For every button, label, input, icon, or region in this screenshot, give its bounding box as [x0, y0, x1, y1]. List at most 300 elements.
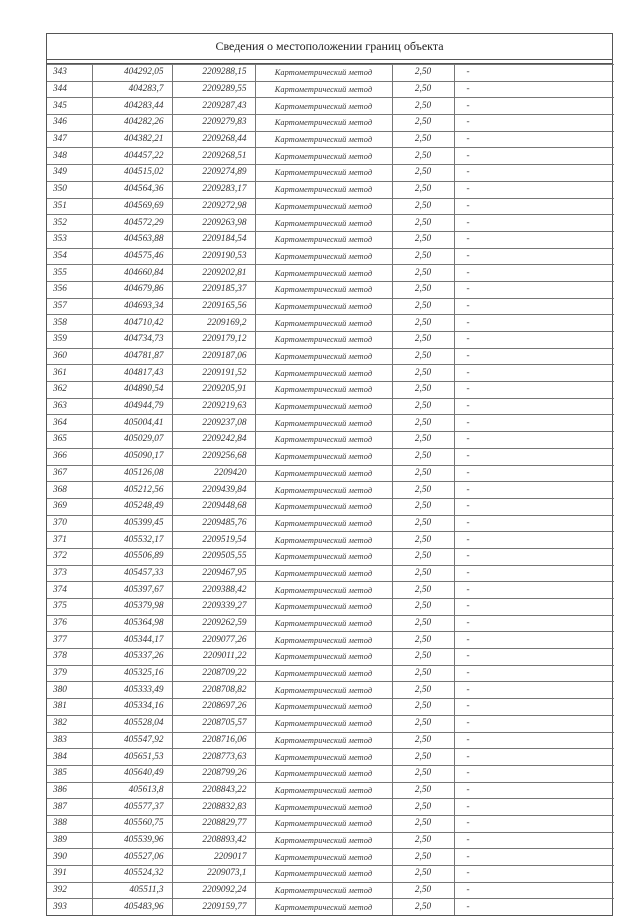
description-cell: -: [454, 432, 614, 449]
accuracy-cell: 2,50: [392, 599, 454, 616]
accuracy-cell: 2,50: [392, 398, 454, 415]
accuracy-cell: 2,50: [392, 348, 454, 365]
x-coordinate-cell: 404710,42: [92, 315, 172, 332]
description-cell: -: [454, 799, 614, 816]
x-coordinate-cell: 405524,32: [92, 866, 172, 883]
x-coordinate-cell: 405397,67: [92, 582, 172, 599]
x-coordinate-cell: 405560,75: [92, 815, 172, 832]
x-coordinate-cell: 405090,17: [92, 448, 172, 465]
description-cell: -: [454, 615, 614, 632]
y-coordinate-cell: 2208708,82: [172, 682, 255, 699]
method-cell: Картометрический метод: [255, 365, 392, 382]
description-cell: -: [454, 532, 614, 549]
point-number-cell: 389: [47, 832, 92, 849]
accuracy-cell: 2,50: [392, 231, 454, 248]
accuracy-cell: 2,50: [392, 498, 454, 515]
y-coordinate-cell: 2209420: [172, 465, 255, 482]
y-coordinate-cell: 2209287,43: [172, 98, 255, 115]
x-coordinate-cell: 404569,69: [92, 198, 172, 215]
boundary-points-table: [47, 64, 614, 915]
x-coordinate-cell: 405527,06: [92, 849, 172, 866]
accuracy-cell: 2,50: [392, 749, 454, 766]
method-cell: Картометрический метод: [255, 148, 392, 165]
x-coordinate-cell: 405577,37: [92, 799, 172, 816]
accuracy-cell: 2,50: [392, 899, 454, 915]
accuracy-cell: 2,50: [392, 265, 454, 282]
table-row: [47, 165, 614, 182]
method-cell: Картометрический метод: [255, 882, 392, 899]
accuracy-cell: 2,50: [392, 515, 454, 532]
table-row: [47, 799, 614, 816]
method-cell: Картометрический метод: [255, 565, 392, 582]
description-cell: -: [454, 699, 614, 716]
x-coordinate-cell: 404457,22: [92, 148, 172, 165]
x-coordinate-cell: 404575,46: [92, 248, 172, 265]
accuracy-cell: 2,50: [392, 248, 454, 265]
description-cell: -: [454, 365, 614, 382]
method-cell: Картометрический метод: [255, 398, 392, 415]
description-cell: -: [454, 732, 614, 749]
description-cell: -: [454, 582, 614, 599]
table-row: [47, 548, 614, 565]
y-coordinate-cell: 2208709,22: [172, 665, 255, 682]
y-coordinate-cell: 2209263,98: [172, 215, 255, 232]
description-cell: -: [454, 599, 614, 616]
x-coordinate-cell: 404283,44: [92, 98, 172, 115]
table-row: [47, 665, 614, 682]
y-coordinate-cell: 2209388,42: [172, 582, 255, 599]
description-cell: -: [454, 215, 614, 232]
method-cell: Картометрический метод: [255, 415, 392, 432]
accuracy-cell: 2,50: [392, 432, 454, 449]
point-number-cell: 364: [47, 415, 92, 432]
y-coordinate-cell: 2209187,06: [172, 348, 255, 365]
x-coordinate-cell: 405506,89: [92, 548, 172, 565]
x-coordinate-cell: 405640,49: [92, 765, 172, 782]
method-cell: Картометрический метод: [255, 599, 392, 616]
table-row: [47, 682, 614, 699]
table-row: [47, 348, 614, 365]
description-cell: -: [454, 265, 614, 282]
point-number-cell: 348: [47, 148, 92, 165]
table-row: [47, 782, 614, 799]
method-cell: Картометрический метод: [255, 699, 392, 716]
y-coordinate-cell: 2209505,55: [172, 548, 255, 565]
accuracy-cell: 2,50: [392, 198, 454, 215]
method-cell: Картометрический метод: [255, 548, 392, 565]
boundary-info-sheet: [46, 33, 613, 916]
method-cell: Картометрический метод: [255, 115, 392, 132]
y-coordinate-cell: 2209439,84: [172, 482, 255, 499]
method-cell: Картометрический метод: [255, 298, 392, 315]
accuracy-cell: 2,50: [392, 281, 454, 298]
x-coordinate-cell: 405539,96: [92, 832, 172, 849]
method-cell: Картометрический метод: [255, 382, 392, 399]
method-cell: Картометрический метод: [255, 532, 392, 549]
x-coordinate-cell: 405334,16: [92, 699, 172, 716]
accuracy-cell: 2,50: [392, 482, 454, 499]
table-row: [47, 448, 614, 465]
table-row: [47, 899, 614, 915]
description-cell: -: [454, 298, 614, 315]
method-cell: Картометрический метод: [255, 799, 392, 816]
y-coordinate-cell: 2209159,77: [172, 899, 255, 915]
method-cell: Картометрический метод: [255, 448, 392, 465]
point-number-cell: 373: [47, 565, 92, 582]
x-coordinate-cell: 404292,05: [92, 65, 172, 82]
point-number-cell: 382: [47, 715, 92, 732]
accuracy-cell: 2,50: [392, 115, 454, 132]
description-cell: -: [454, 832, 614, 849]
table-row: [47, 649, 614, 666]
table-row: [47, 732, 614, 749]
point-number-cell: 363: [47, 398, 92, 415]
point-number-cell: 353: [47, 231, 92, 248]
description-cell: -: [454, 181, 614, 198]
x-coordinate-cell: 405532,17: [92, 532, 172, 549]
y-coordinate-cell: 2209185,37: [172, 281, 255, 298]
table-row: [47, 582, 614, 599]
method-cell: Картометрический метод: [255, 749, 392, 766]
point-number-cell: 345: [47, 98, 92, 115]
y-coordinate-cell: 2208893,42: [172, 832, 255, 849]
y-coordinate-cell: 2209288,15: [172, 65, 255, 82]
method-cell: Картометрический метод: [255, 782, 392, 799]
description-cell: -: [454, 632, 614, 649]
table-row: [47, 832, 614, 849]
description-cell: -: [454, 248, 614, 265]
method-cell: Картометрический метод: [255, 649, 392, 666]
accuracy-cell: 2,50: [392, 148, 454, 165]
description-cell: -: [454, 165, 614, 182]
accuracy-cell: 2,50: [392, 632, 454, 649]
method-cell: Картометрический метод: [255, 81, 392, 98]
x-coordinate-cell: 404693,34: [92, 298, 172, 315]
table-row: [47, 98, 614, 115]
y-coordinate-cell: 2209283,17: [172, 181, 255, 198]
point-number-cell: 358: [47, 315, 92, 332]
table-row: [47, 415, 614, 432]
y-coordinate-cell: 2208829,77: [172, 815, 255, 832]
y-coordinate-cell: 2209017: [172, 849, 255, 866]
y-coordinate-cell: 2209274,89: [172, 165, 255, 182]
table-row: [47, 482, 614, 499]
table-row: [47, 265, 614, 282]
y-coordinate-cell: 2209339,27: [172, 599, 255, 616]
sheet-title: Сведения о местоположении границ объекта: [47, 34, 612, 60]
point-number-cell: 349: [47, 165, 92, 182]
point-number-cell: 393: [47, 899, 92, 915]
description-cell: -: [454, 515, 614, 532]
point-number-cell: 365: [47, 432, 92, 449]
description-cell: -: [454, 815, 614, 832]
description-cell: -: [454, 565, 614, 582]
accuracy-cell: 2,50: [392, 415, 454, 432]
accuracy-cell: 2,50: [392, 665, 454, 682]
description-cell: -: [454, 198, 614, 215]
x-coordinate-cell: 404660,84: [92, 265, 172, 282]
x-coordinate-cell: 404564,36: [92, 181, 172, 198]
description-cell: -: [454, 332, 614, 349]
table-row: [47, 765, 614, 782]
description-cell: -: [454, 281, 614, 298]
point-number-cell: 388: [47, 815, 92, 832]
y-coordinate-cell: 2209262,59: [172, 615, 255, 632]
method-cell: Картометрический метод: [255, 215, 392, 232]
point-number-cell: 355: [47, 265, 92, 282]
method-cell: Картометрический метод: [255, 715, 392, 732]
x-coordinate-cell: 404679,86: [92, 281, 172, 298]
y-coordinate-cell: 2209256,68: [172, 448, 255, 465]
point-number-cell: 390: [47, 849, 92, 866]
method-cell: Картометрический метод: [255, 899, 392, 915]
point-number-cell: 356: [47, 281, 92, 298]
method-cell: Картометрический метод: [255, 765, 392, 782]
accuracy-cell: 2,50: [392, 215, 454, 232]
accuracy-cell: 2,50: [392, 732, 454, 749]
description-cell: -: [454, 115, 614, 132]
point-number-cell: 374: [47, 582, 92, 599]
accuracy-cell: 2,50: [392, 98, 454, 115]
description-cell: -: [454, 231, 614, 248]
method-cell: Картометрический метод: [255, 665, 392, 682]
method-cell: Картометрический метод: [255, 315, 392, 332]
method-cell: Картометрический метод: [255, 482, 392, 499]
point-number-cell: 346: [47, 115, 92, 132]
point-number-cell: 369: [47, 498, 92, 515]
description-cell: -: [454, 315, 614, 332]
table-row: [47, 281, 614, 298]
description-cell: -: [454, 866, 614, 883]
description-cell: -: [454, 548, 614, 565]
x-coordinate-cell: 404944,79: [92, 398, 172, 415]
point-number-cell: 379: [47, 665, 92, 682]
description-cell: -: [454, 765, 614, 782]
point-number-cell: 384: [47, 749, 92, 766]
y-coordinate-cell: 2209289,55: [172, 81, 255, 98]
method-cell: Картометрический метод: [255, 165, 392, 182]
description-cell: -: [454, 899, 614, 915]
table-row: [47, 382, 614, 399]
accuracy-cell: 2,50: [392, 615, 454, 632]
description-cell: -: [454, 715, 614, 732]
point-number-cell: 371: [47, 532, 92, 549]
accuracy-cell: 2,50: [392, 799, 454, 816]
accuracy-cell: 2,50: [392, 582, 454, 599]
x-coordinate-cell: 405325,16: [92, 665, 172, 682]
accuracy-cell: 2,50: [392, 65, 454, 82]
x-coordinate-cell: 404734,73: [92, 332, 172, 349]
point-number-cell: 367: [47, 465, 92, 482]
table-row: [47, 565, 614, 582]
point-number-cell: 350: [47, 181, 92, 198]
description-cell: -: [454, 148, 614, 165]
x-coordinate-cell: 405483,96: [92, 899, 172, 915]
x-coordinate-cell: 405379,98: [92, 599, 172, 616]
description-cell: -: [454, 81, 614, 98]
description-cell: -: [454, 849, 614, 866]
y-coordinate-cell: 2208799,26: [172, 765, 255, 782]
table-row: [47, 131, 614, 148]
method-cell: Картометрический метод: [255, 732, 392, 749]
point-number-cell: 359: [47, 332, 92, 349]
x-coordinate-cell: 404817,43: [92, 365, 172, 382]
point-number-cell: 372: [47, 548, 92, 565]
x-coordinate-cell: 404890,54: [92, 382, 172, 399]
method-cell: Картометрический метод: [255, 181, 392, 198]
y-coordinate-cell: 2209073,1: [172, 866, 255, 883]
accuracy-cell: 2,50: [392, 365, 454, 382]
description-cell: -: [454, 665, 614, 682]
table-row: [47, 465, 614, 482]
y-coordinate-cell: 2209184,54: [172, 231, 255, 248]
x-coordinate-cell: 404572,29: [92, 215, 172, 232]
table-row: [47, 815, 614, 832]
method-cell: Картометрический метод: [255, 615, 392, 632]
x-coordinate-cell: 404282,26: [92, 115, 172, 132]
x-coordinate-cell: 405528,04: [92, 715, 172, 732]
method-cell: Картометрический метод: [255, 131, 392, 148]
accuracy-cell: 2,50: [392, 782, 454, 799]
method-cell: Картометрический метод: [255, 465, 392, 482]
table-row: [47, 699, 614, 716]
x-coordinate-cell: 405547,92: [92, 732, 172, 749]
method-cell: Картометрический метод: [255, 198, 392, 215]
point-number-cell: 380: [47, 682, 92, 699]
boundary-points-body: [47, 65, 614, 916]
method-cell: Картометрический метод: [255, 815, 392, 832]
method-cell: Картометрический метод: [255, 632, 392, 649]
x-coordinate-cell: 404515,02: [92, 165, 172, 182]
accuracy-cell: 2,50: [392, 815, 454, 832]
point-number-cell: 376: [47, 615, 92, 632]
description-cell: -: [454, 682, 614, 699]
method-cell: Картометрический метод: [255, 515, 392, 532]
x-coordinate-cell: 405651,53: [92, 749, 172, 766]
x-coordinate-cell: 405004,41: [92, 415, 172, 432]
table-row: [47, 615, 614, 632]
description-cell: -: [454, 448, 614, 465]
y-coordinate-cell: 2208843,22: [172, 782, 255, 799]
description-cell: -: [454, 649, 614, 666]
x-coordinate-cell: 405511,3: [92, 882, 172, 899]
method-cell: Картометрический метод: [255, 348, 392, 365]
x-coordinate-cell: 404563,88: [92, 231, 172, 248]
accuracy-cell: 2,50: [392, 131, 454, 148]
x-coordinate-cell: 405212,56: [92, 482, 172, 499]
y-coordinate-cell: 2209519,54: [172, 532, 255, 549]
y-coordinate-cell: 2209268,51: [172, 148, 255, 165]
y-coordinate-cell: 2208773,63: [172, 749, 255, 766]
y-coordinate-cell: 2209279,83: [172, 115, 255, 132]
y-coordinate-cell: 2209169,2: [172, 315, 255, 332]
description-cell: -: [454, 98, 614, 115]
x-coordinate-cell: 405337,26: [92, 649, 172, 666]
description-cell: -: [454, 498, 614, 515]
point-number-cell: 343: [47, 65, 92, 82]
point-number-cell: 370: [47, 515, 92, 532]
description-cell: -: [454, 749, 614, 766]
method-cell: Картометрический метод: [255, 582, 392, 599]
point-number-cell: 362: [47, 382, 92, 399]
description-cell: -: [454, 382, 614, 399]
y-coordinate-cell: 2208832,83: [172, 799, 255, 816]
method-cell: Картометрический метод: [255, 265, 392, 282]
method-cell: Картометрический метод: [255, 849, 392, 866]
y-coordinate-cell: 2209272,98: [172, 198, 255, 215]
table-row: [47, 532, 614, 549]
x-coordinate-cell: 404283,7: [92, 81, 172, 98]
accuracy-cell: 2,50: [392, 765, 454, 782]
description-cell: -: [454, 65, 614, 82]
accuracy-cell: 2,50: [392, 699, 454, 716]
accuracy-cell: 2,50: [392, 882, 454, 899]
method-cell: Картометрический метод: [255, 682, 392, 699]
x-coordinate-cell: 405344,17: [92, 632, 172, 649]
point-number-cell: 366: [47, 448, 92, 465]
point-number-cell: 354: [47, 248, 92, 265]
accuracy-cell: 2,50: [392, 532, 454, 549]
table-row: [47, 599, 614, 616]
x-coordinate-cell: 405613,8: [92, 782, 172, 799]
y-coordinate-cell: 2208716,06: [172, 732, 255, 749]
x-coordinate-cell: 405126,08: [92, 465, 172, 482]
point-number-cell: 344: [47, 81, 92, 98]
accuracy-cell: 2,50: [392, 849, 454, 866]
table-row: [47, 181, 614, 198]
description-cell: -: [454, 482, 614, 499]
y-coordinate-cell: 2209202,81: [172, 265, 255, 282]
table-row: [47, 332, 614, 349]
y-coordinate-cell: 2209467,95: [172, 565, 255, 582]
point-number-cell: 383: [47, 732, 92, 749]
point-number-cell: 392: [47, 882, 92, 899]
point-number-cell: 347: [47, 131, 92, 148]
description-cell: -: [454, 882, 614, 899]
point-number-cell: 386: [47, 782, 92, 799]
method-cell: Картометрический метод: [255, 866, 392, 883]
method-cell: Картометрический метод: [255, 231, 392, 248]
method-cell: Картометрический метод: [255, 832, 392, 849]
y-coordinate-cell: 2208705,57: [172, 715, 255, 732]
description-cell: -: [454, 348, 614, 365]
table-row: [47, 315, 614, 332]
y-coordinate-cell: 2209077,26: [172, 632, 255, 649]
point-number-cell: 381: [47, 699, 92, 716]
accuracy-cell: 2,50: [392, 465, 454, 482]
x-coordinate-cell: 405029,07: [92, 432, 172, 449]
x-coordinate-cell: 404781,87: [92, 348, 172, 365]
description-cell: -: [454, 131, 614, 148]
accuracy-cell: 2,50: [392, 298, 454, 315]
description-cell: -: [454, 415, 614, 432]
table-row: [47, 632, 614, 649]
table-row: [47, 849, 614, 866]
point-number-cell: 385: [47, 765, 92, 782]
method-cell: Картометрический метод: [255, 248, 392, 265]
y-coordinate-cell: 2209219,63: [172, 398, 255, 415]
y-coordinate-cell: 2209191,52: [172, 365, 255, 382]
table-row: [47, 298, 614, 315]
table-row: [47, 65, 614, 82]
y-coordinate-cell: 2209237,08: [172, 415, 255, 432]
description-cell: -: [454, 398, 614, 415]
point-number-cell: 351: [47, 198, 92, 215]
method-cell: Картометрический метод: [255, 332, 392, 349]
x-coordinate-cell: 405399,45: [92, 515, 172, 532]
y-coordinate-cell: 2208697,26: [172, 699, 255, 716]
accuracy-cell: 2,50: [392, 382, 454, 399]
